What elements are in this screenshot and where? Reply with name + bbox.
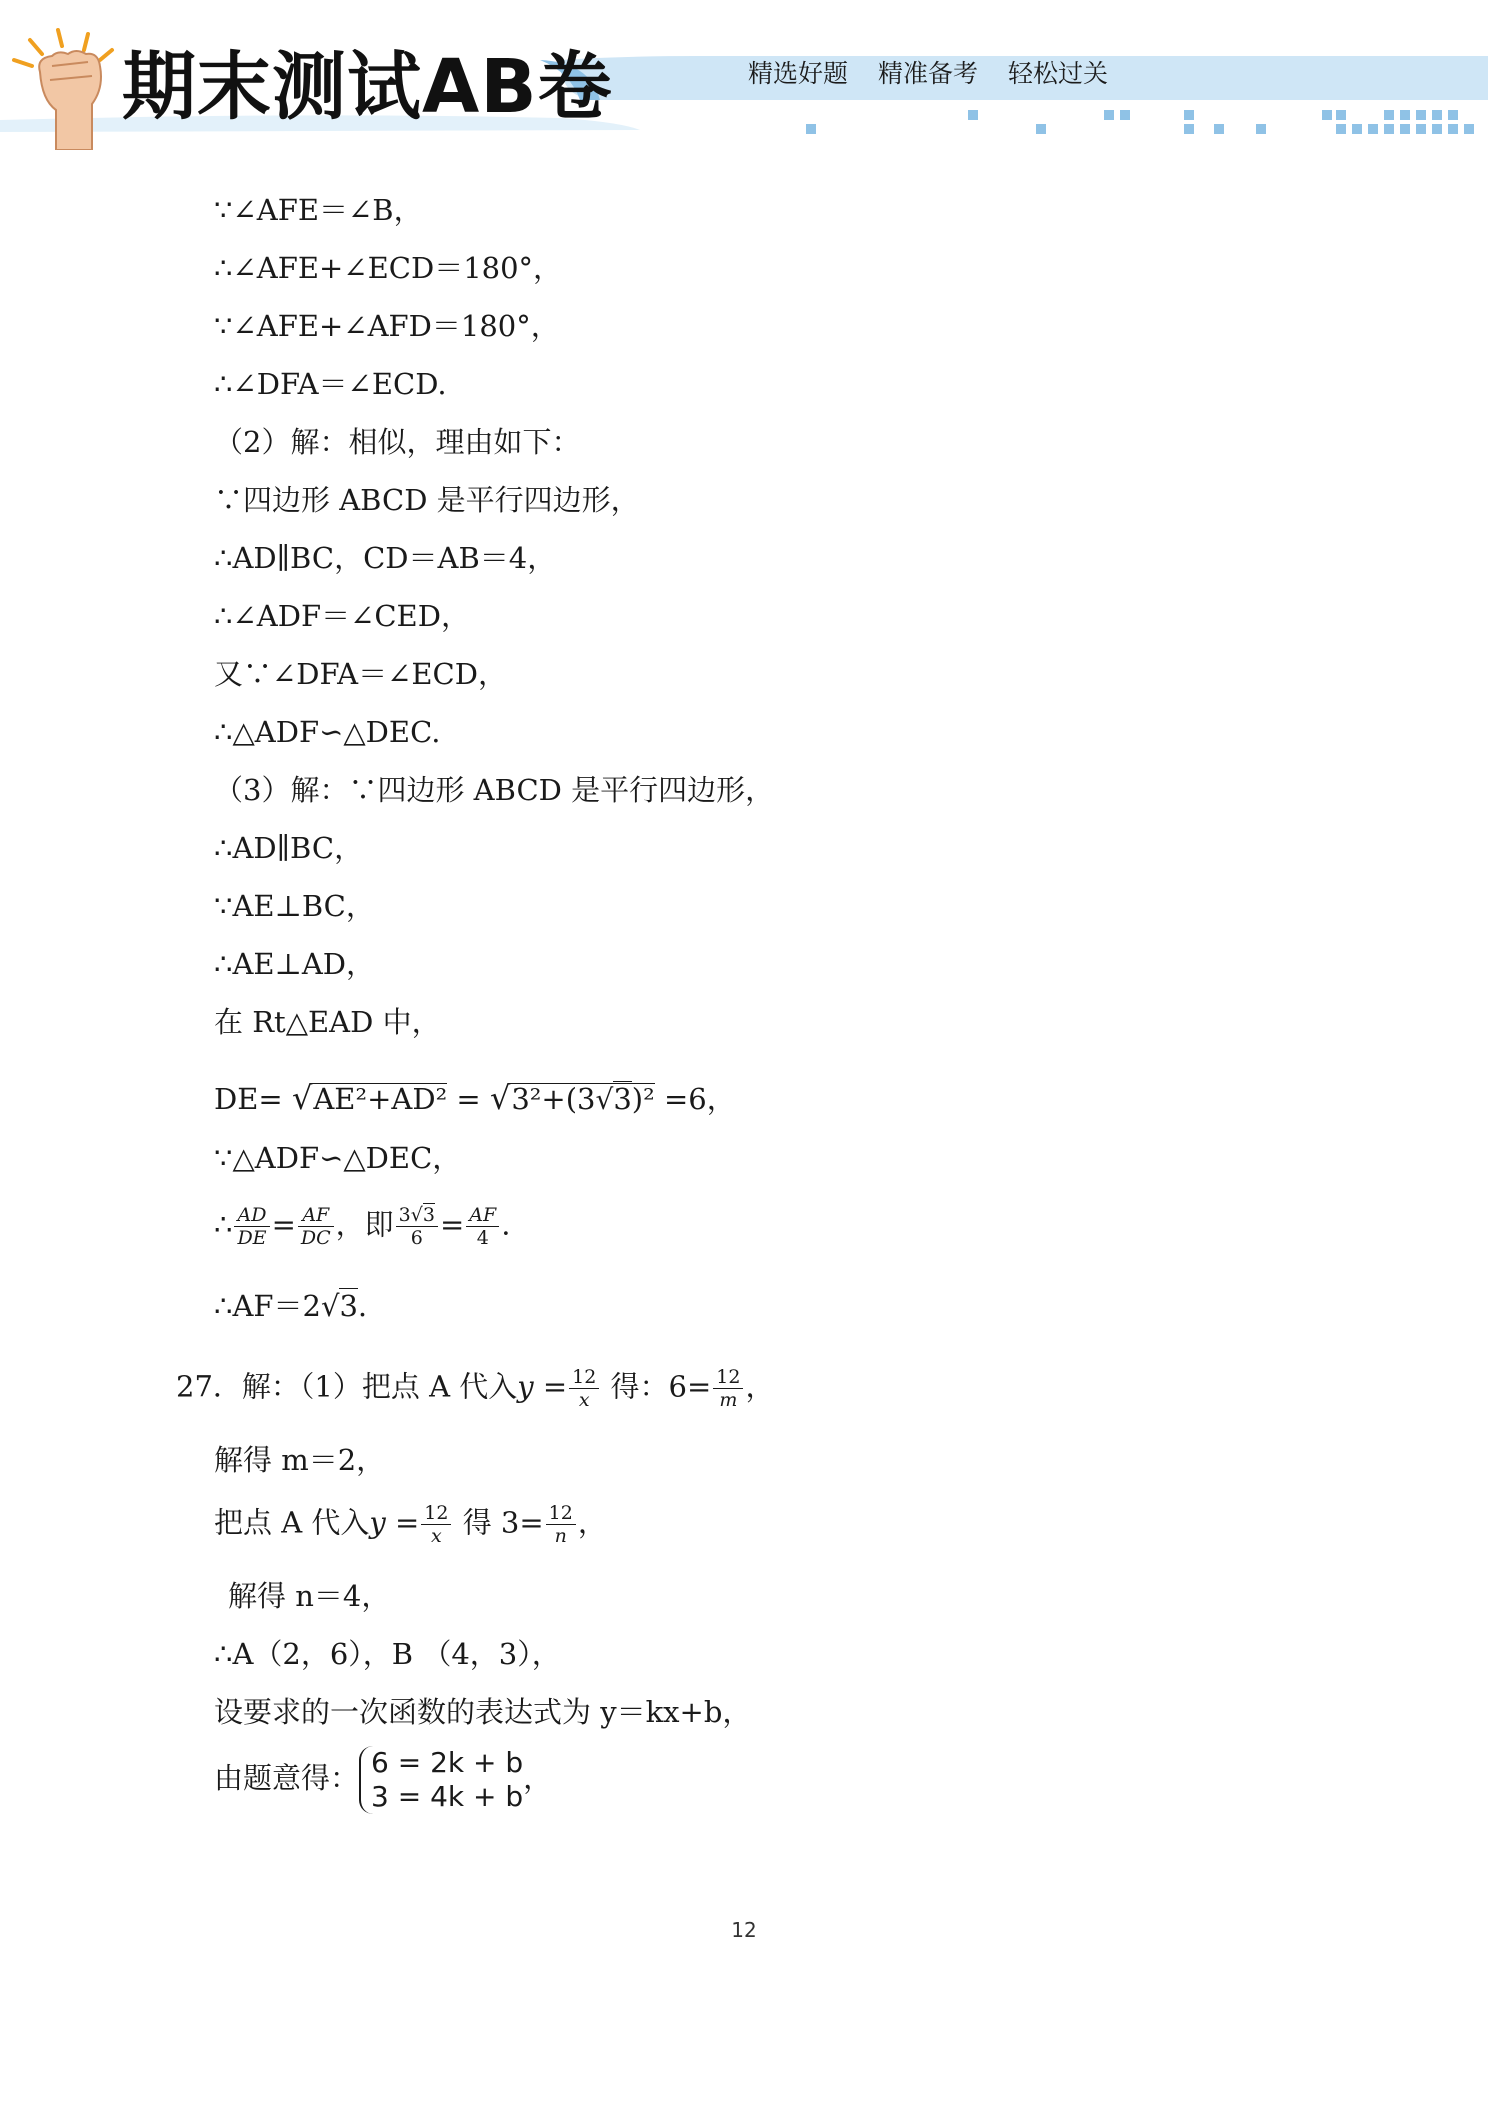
proof-line-6: ∵四边形 ABCD 是平行四边形，	[214, 483, 640, 517]
proof-line-12: ∴AD∥BC，	[214, 831, 364, 865]
sys-eq-2: 3 = 4k + b	[371, 1780, 524, 1813]
af-result: ∴AF＝2√3.	[214, 1289, 368, 1323]
frac-af-dc	[298, 1204, 334, 1249]
proof-line-15: 在 Rt△EAD 中，	[214, 1005, 441, 1039]
equation-system	[214, 1746, 552, 1814]
frac-den: x	[431, 1525, 442, 1547]
q27-y: y =	[517, 1369, 568, 1404]
af-rad: 3	[339, 1289, 358, 1323]
coordinates: ∴A（2，6），B （4，3），	[214, 1637, 561, 1671]
proof-line-5: （2）解：相似，理由如下：	[214, 425, 581, 459]
ratio-eq2: =	[439, 1207, 465, 1242]
frac-num: 3√3	[396, 1204, 438, 1227]
de-equation	[214, 1078, 736, 1119]
q27-end: ，	[745, 1369, 775, 1404]
frac-12-m	[713, 1366, 743, 1411]
frac-num: AD	[234, 1204, 269, 1227]
pb-mid: 得 3=	[453, 1505, 544, 1540]
frac-den: n	[554, 1525, 567, 1547]
frac-den: x	[578, 1389, 590, 1411]
header-slogans	[748, 56, 1130, 92]
frac-num-b: 3	[422, 1204, 435, 1226]
proof-line-7: ∴AD∥BC，CD＝AB＝4，	[214, 541, 557, 575]
solve-m: 解得 m＝2，	[214, 1443, 386, 1477]
point-b-sub	[214, 1502, 607, 1547]
pb-end: ，	[577, 1505, 607, 1540]
de-eq: =	[456, 1082, 481, 1116]
frac-3root3-6	[396, 1204, 438, 1249]
linear-function: 设要求的一次函数的表达式为 y＝kx+b，	[214, 1695, 752, 1729]
proof-line-8: ∴∠ADF＝∠CED，	[214, 599, 470, 633]
page-header	[0, 0, 1488, 150]
proof-line-13: ∵AE⊥BC，	[214, 889, 375, 923]
de-radicand-1: AE²+AD²	[313, 1082, 448, 1116]
frac-num: AF	[298, 1204, 334, 1227]
frac-num: AF	[466, 1204, 499, 1227]
q27-pre: 27．解：（1）把点 A 代入	[176, 1369, 518, 1404]
frac-num: 12	[569, 1366, 599, 1389]
frac-den: m	[719, 1389, 738, 1411]
ratio-mid: ，即	[335, 1207, 394, 1242]
frac-den: DE	[237, 1227, 267, 1249]
frac-den: DC	[300, 1227, 331, 1249]
slogan-3: 轻松过关	[1007, 59, 1108, 88]
frac-num: 12	[421, 1502, 451, 1525]
ratio-end: .	[501, 1207, 511, 1242]
proof-line-4: ∴∠DFA＝∠ECD.	[214, 367, 447, 401]
de-rhs: =6，	[663, 1082, 736, 1116]
frac-den: 6	[410, 1227, 423, 1249]
frac-af-4	[466, 1204, 499, 1249]
sys-end: ，	[523, 1761, 553, 1795]
frac-ad-de	[234, 1204, 269, 1249]
pb-pre: 把点 A 代入	[214, 1505, 370, 1540]
frac-12-x	[569, 1366, 599, 1411]
header-title: 期末测试AB卷	[122, 44, 613, 130]
af-end: .	[357, 1289, 368, 1323]
de-rad2c: )²	[631, 1082, 655, 1116]
proof-line-sim: ∵△ADF∽△DEC，	[214, 1141, 462, 1175]
de-rad2b: 3	[613, 1082, 632, 1116]
frac-num: 12	[546, 1502, 576, 1525]
sys-pre: 由题意得：	[214, 1761, 360, 1795]
frac-num-a: 3	[398, 1204, 411, 1226]
proof-line-11: （3）解：∵四边形 ABCD 是平行四边形，	[214, 773, 775, 807]
slogan-2: 精准备考	[877, 59, 978, 88]
proof-line-9: 又∵∠DFA＝∠ECD，	[214, 657, 508, 691]
question-27	[176, 1366, 775, 1411]
frac-den: 4	[476, 1227, 489, 1249]
proof-line-10: ∴△ADF∽△DEC.	[214, 715, 441, 749]
slogan-1: 精选好题	[748, 59, 849, 88]
proof-line-14: ∴AE⊥AD，	[214, 947, 376, 981]
sqrt-sign-3: √	[595, 1083, 614, 1116]
proof-line-2: ∴∠AFE+∠ECD＝180°，	[214, 251, 563, 285]
sqrt-sign-1: √	[291, 1079, 313, 1117]
q27-mid: 得：6=	[601, 1369, 712, 1404]
sys-brace	[359, 1746, 523, 1814]
frac-12-x-2	[421, 1502, 451, 1547]
pb-y: y =	[369, 1505, 420, 1540]
raised-fist-icon	[14, 30, 112, 150]
frac-12-n	[546, 1502, 576, 1547]
de-lhs: DE=	[214, 1082, 283, 1116]
ratio-equation	[214, 1204, 510, 1249]
de-rad2a: 3²+(3	[511, 1082, 596, 1116]
de-radicand-2	[510, 1083, 654, 1115]
sys-eq-1: 6 = 2k + b	[371, 1746, 524, 1779]
proof-line-1: ∵∠AFE＝∠B，	[214, 193, 423, 227]
ratio-eq1: =	[271, 1207, 296, 1242]
proof-line-3: ∵∠AFE+∠AFD＝180°，	[214, 309, 560, 343]
ratio-therefore: ∴	[214, 1207, 233, 1242]
solve-n: 解得 n＝4，	[228, 1579, 391, 1613]
af-pre: ∴AF＝2	[214, 1289, 321, 1323]
frac-num: 12	[713, 1366, 743, 1389]
page-number: 12	[731, 1918, 757, 1942]
sqrt-sign-2: √	[489, 1079, 511, 1117]
